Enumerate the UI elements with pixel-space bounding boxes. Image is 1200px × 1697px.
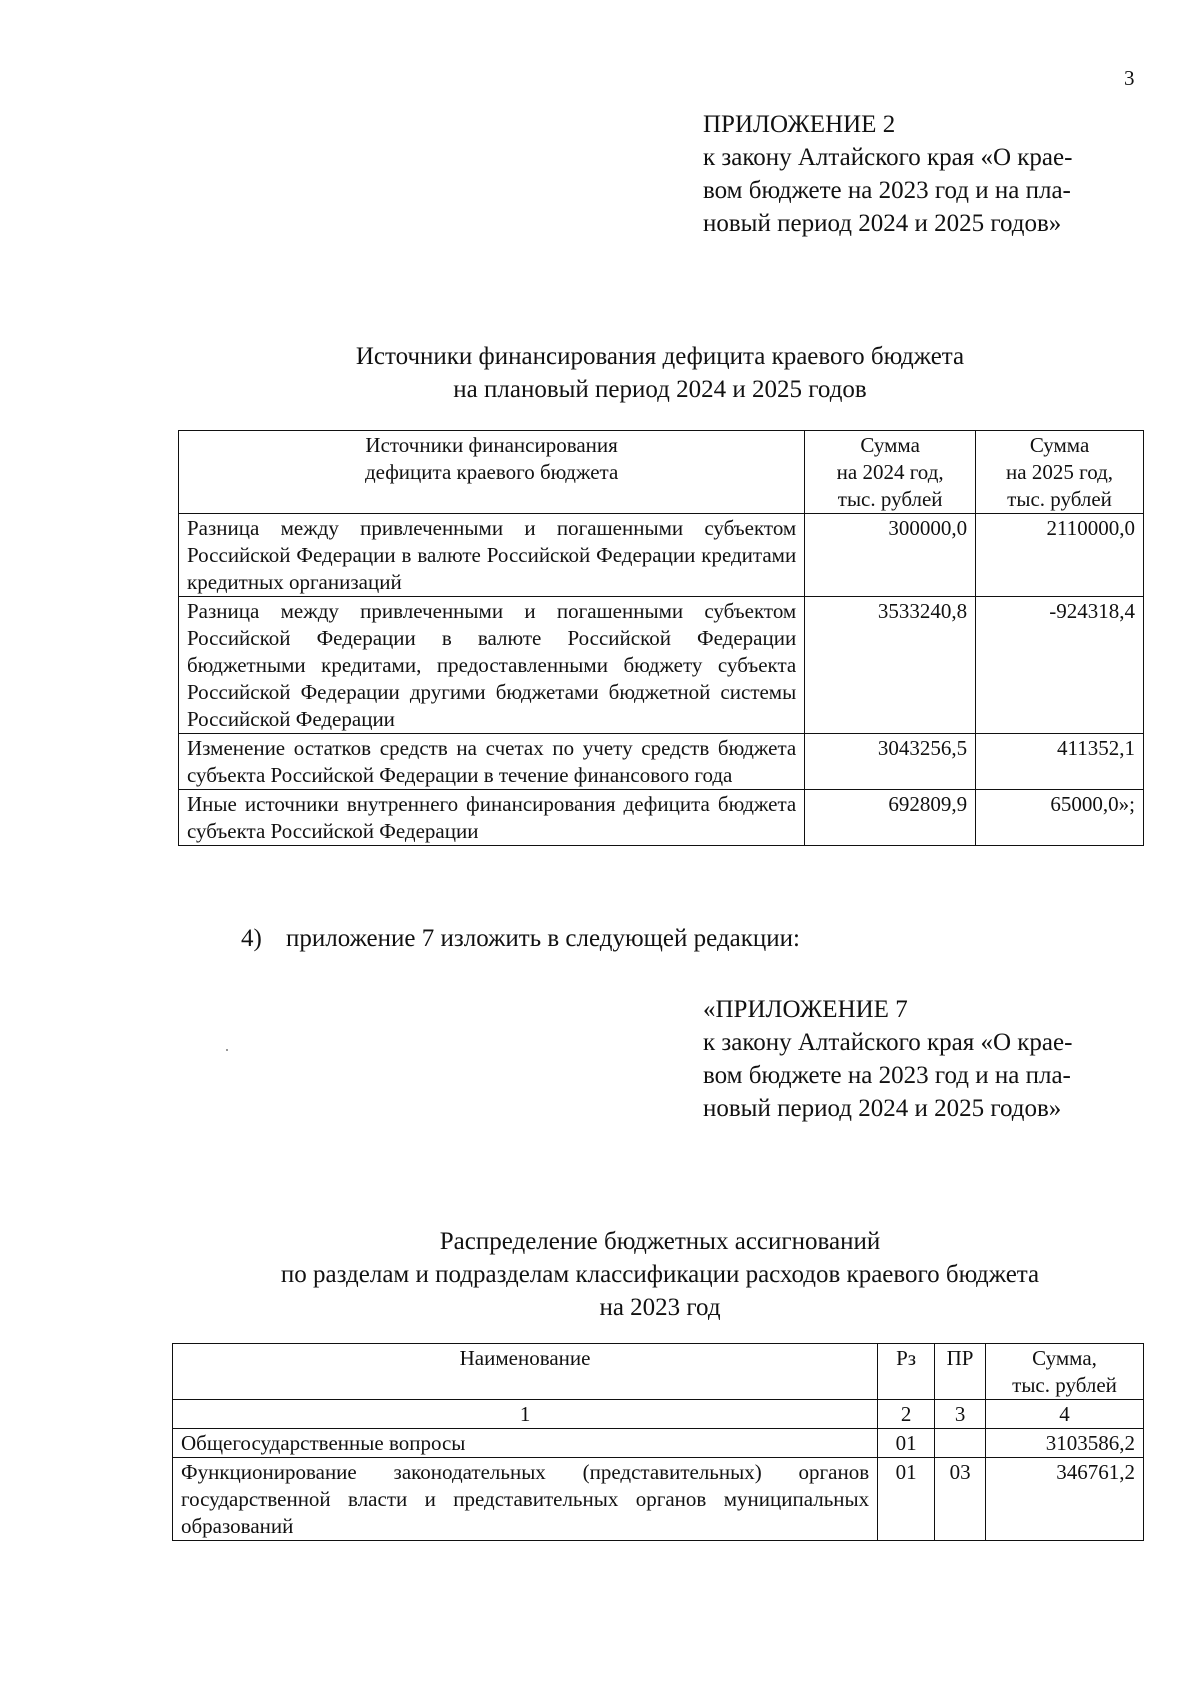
scan-speck (226, 1049, 228, 1051)
annex-heading: «ПРИЛОЖЕНИЕ 7 (703, 996, 908, 1023)
sum-2024: 692809,9 (805, 790, 976, 846)
table-row (179, 790, 1144, 846)
sum-value: 3103586,2 (986, 1429, 1144, 1458)
header-line: тыс. рублей (1007, 487, 1112, 511)
table-row (173, 1458, 1144, 1541)
pr-code (935, 1429, 986, 1458)
source-name: Изменение остатков средств на счетах по учету средств бюджета субъекта Российской Федерации в течение финансового года (179, 734, 805, 790)
item-number: 4) (241, 925, 262, 952)
annex-line: вом бюджете на 2023 год и на пла- (703, 177, 1071, 204)
table1-title (0, 340, 1200, 406)
section-name: Функционирование законодательных (представительных) органов государственной власти и представительных органов муниципальных образований (173, 1458, 878, 1541)
item-text: приложение 7 изложить в следующей редакции: (286, 925, 800, 952)
header-line: тыс. рублей (837, 487, 943, 511)
annex-7-header (703, 993, 1072, 1125)
table2-title (0, 1225, 1200, 1324)
header-sum-2024 (805, 431, 976, 514)
header-line: Сумма (860, 433, 920, 457)
sum-2024: 3533240,8 (805, 597, 976, 734)
header-sources (179, 431, 805, 514)
table-row (173, 1429, 1144, 1458)
col-number: 2 (878, 1400, 935, 1429)
sum-2024: 300000,0 (805, 514, 976, 597)
sum-2025: 411352,1 (976, 734, 1144, 790)
header-name: Наименование (173, 1344, 878, 1400)
annex-line: новый период 2024 и 2025 годов» (703, 1095, 1062, 1122)
budget-allocation-table (172, 1343, 1144, 1541)
annex-2-header (703, 108, 1072, 240)
title-line: Распределение бюджетных ассигнований (439, 1228, 881, 1255)
annex-line: новый период 2024 и 2025 годов» (703, 210, 1062, 237)
sum-value: 346761,2 (986, 1458, 1144, 1541)
title-line: Источники финансирования дефицита краевого бюджета (355, 343, 965, 370)
sum-2024: 3043256,5 (805, 734, 976, 790)
header-line: Источники финансирования (365, 433, 618, 457)
header-rz: Рз (878, 1344, 935, 1400)
source-name: Разница между привлеченными и погашенными субъектом Российской Федерации в валюте Российской Федерации бюджетными кредитами, предоставленными бюджету субъекта Российской Федерации другими бюджетами бюджетной системы Российской Федерации (179, 597, 805, 734)
annex-line: к закону Алтайского края «О крае- (703, 1029, 1073, 1056)
table-row (179, 734, 1144, 790)
source-name: Иные источники внутреннего финансирования дефицита бюджета субъекта Российской Федерации (179, 790, 805, 846)
header-line: дефицита краевого бюджета (364, 460, 619, 484)
header-line: тыс. рублей (1012, 1373, 1117, 1397)
title-line: на 2023 год (599, 1294, 721, 1321)
instruction-item-4 (241, 925, 800, 953)
header-line: Сумма (1029, 433, 1090, 457)
sum-2025: 65000,0»; (976, 790, 1144, 846)
header-sum (986, 1344, 1144, 1400)
annex-heading: ПРИЛОЖЕНИЕ 2 (703, 111, 896, 138)
col-number: 4 (986, 1400, 1144, 1429)
rz-code: 01 (878, 1429, 935, 1458)
table-header-row (179, 431, 1144, 514)
table-header-row (173, 1344, 1144, 1400)
rz-code: 01 (878, 1458, 935, 1541)
sum-2025: -924318,4 (976, 597, 1144, 734)
col-number: 1 (173, 1400, 878, 1429)
header-sum-2025 (976, 431, 1144, 514)
column-number-row (173, 1400, 1144, 1429)
header-pr: ПР (935, 1344, 986, 1400)
title-line: по разделам и подразделам классификации расходов краевого бюджета (280, 1261, 1040, 1288)
annex-line: к закону Алтайского края «О крае- (703, 144, 1073, 171)
header-line: на 2025 год, (1006, 460, 1114, 484)
source-name: Разница между привлеченными и погашенными субъектом Российской Федерации в валюте Российской Федерации кредитами кредитных организаций (179, 514, 805, 597)
annex-line: вом бюджете на 2023 год и на пла- (703, 1062, 1071, 1089)
page-number: 3 (1124, 66, 1135, 90)
col-number: 3 (935, 1400, 986, 1429)
title-line: на плановый период 2024 и 2025 годов (453, 376, 867, 403)
table-row (179, 597, 1144, 734)
pr-code: 03 (935, 1458, 986, 1541)
table-row (179, 514, 1144, 597)
header-line: Сумма, (1032, 1346, 1097, 1370)
section-name: Общегосударственные вопросы (173, 1429, 878, 1458)
deficit-sources-table (178, 430, 1144, 846)
header-line: на 2024 год, (836, 460, 944, 484)
sum-2025: 2110000,0 (976, 514, 1144, 597)
